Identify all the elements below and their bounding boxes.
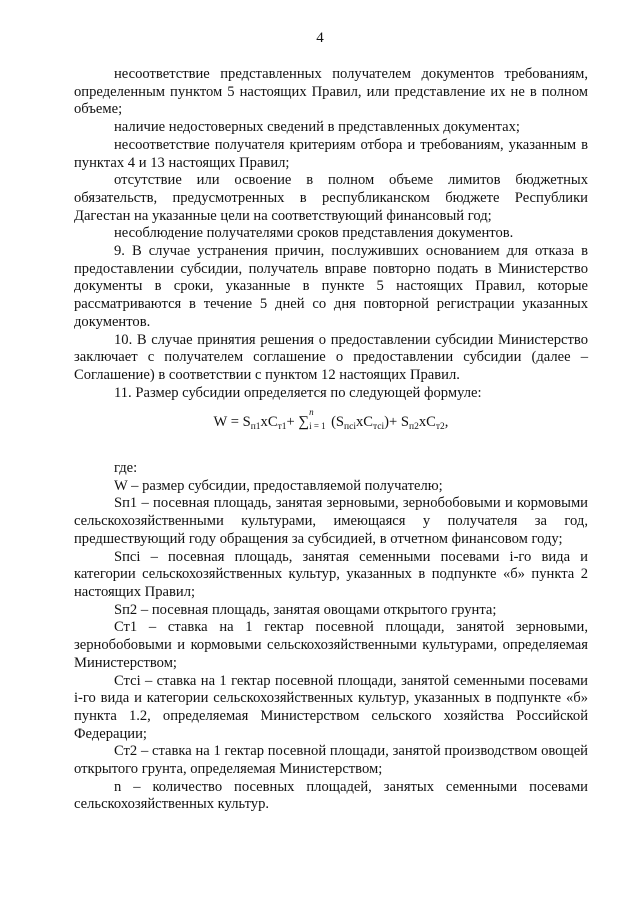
paragraph: несоблюдение получателями сроков представления документов. [114,225,514,242]
paragraph-where: где: [114,460,138,477]
page-number: 4 [316,30,324,46]
definition-c-t2: Ст2 – ставка на 1 гектар посевной площади, занятой производством овощей открытого грунта, определяемая Министерством; [74,743,588,778]
formula-part: (S [331,414,345,431]
formula-part: + [286,414,299,431]
definition-c-t1: Ст1 – ставка на 1 гектар посевной площади, занятой зерновыми, зернобобовыми и кормовыми сельскохозяйственными культурами, определяемая Министерством; [74,619,588,671]
sum-lower-limit: i = 1 [309,421,326,432]
formula-part: )+ S [384,414,410,431]
sum-limits [309,407,331,432]
paragraph: отсутствие или освоение в полном объеме лимитов бюджетных обязательств, предусмотренных в республиканском бюджете Республики Дагестан на указанные цели на соответствующий финансовый год; [74,172,588,224]
spacer [74,446,588,460]
formula-subscript: псi [344,422,356,433]
formula-part: хС [356,414,374,431]
formula-part: хС [418,414,436,431]
formula-subscript: т2 [435,422,445,433]
definition-s-psi: Sпсi – посевная площадь, занятая семенными посевами i-го вида и категории сельскохозяйственных культур, указанных в подпункте «б» пункта 2 настоящих Правил; [74,548,588,600]
sum-symbol: ∑ [298,414,310,431]
paragraph: наличие недостоверных сведений в представленных документах; [114,119,520,136]
formula-part: , [444,414,449,431]
definition-n: n – количество посевных площадей, занятых семенными посевами сельскохозяйственных культур. [74,778,588,813]
paragraph-item-11: 11. Размер субсидии определяется по следующей формуле: [114,384,482,401]
subsidy-formula [74,407,588,433]
formula-part: W = S [213,414,251,431]
paragraph-item-10: 10. В случае принятия решения о предоставлении субсидии Министерство заключает с получателем соглашение о предоставлении субсидии (далее – Соглашение) в соответствии с пунктом 12 настоящих Правил. [74,331,588,383]
formula-part: хС [260,414,278,431]
definition-s-p2: Sп2 – посевная площадь, занятая овощами открытого грунта; [114,601,497,618]
sum-upper-limit: n [309,407,314,418]
paragraph-item-9: 9. В случае устранения причин, послуживших основанием для отказа в предоставлении субсидии, получатель вправе повторно подать в Министерство документы в сроки, указанные в пункте 5 настоящих Правил, которые рассматриваются в течение 5 дней со дня повторной регистрации указанных документов. [74,243,588,330]
formula-subscript: п1 [250,422,261,433]
paragraph: несоответствие получателя критериям отбора и требованиям, указанным в пунктах 4 и 13 настоящих Правил; [74,136,588,171]
paragraph: несоответствие представленных получателем документов требованиям, определенным пунктом 5 настоящих Правил, или представление их не в полном объеме; [74,66,588,118]
definition-c-tsi: Стсi – ставка на 1 гектар посевной площади, занятой семенными посевами i-го вида и категории сельскохозяйственных культур, указанных в подпункте «б» пункта 1.2, определяемая Министерством сельского хозяйства Российской Федерации; [74,672,588,742]
formula-subscript: т1 [277,422,287,433]
document-body [74,66,588,814]
definition-s-p1: Sп1 – посевная площадь, занятая зерновыми, зернобобовыми и кормовыми сельскохозяйственными культурами, имеющаяся у получателя за год, предшествующий году обращения за субсидией, в отчетном финансовом году; [74,495,588,547]
definition-w: W – размер субсидии, предоставляемой получателю; [114,477,443,494]
formula-subscript: п2 [409,422,419,433]
formula-subscript: тсi [373,422,385,433]
